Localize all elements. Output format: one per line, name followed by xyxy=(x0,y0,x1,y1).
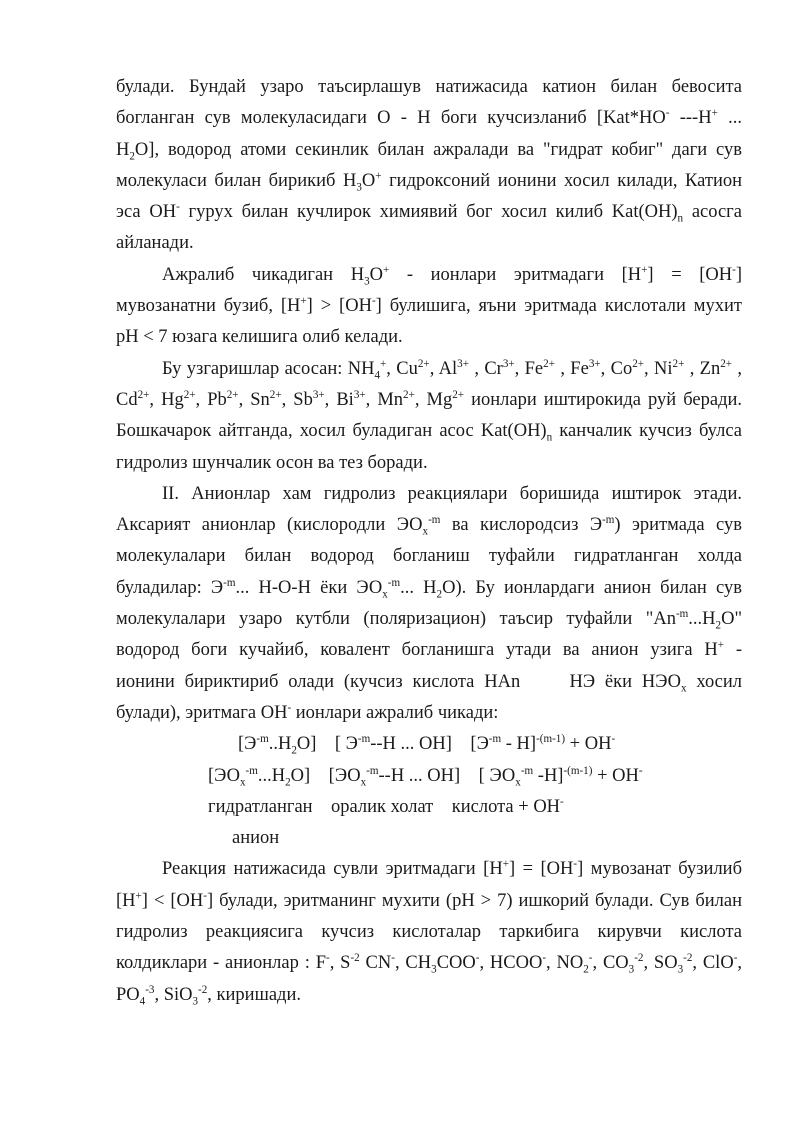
text-line: водород боги кучайиб, ковалент богланишга утади ва анион узига Н+ - xyxy=(116,639,742,661)
text-line: $H_2O$], водород атоми секинлик билан ажралади ва "гидрат кобиг" даги сув xyxy=(116,139,742,163)
text-line: [H+] < [OH-] булади, эритманинг мухити (рН > 7) ишкорий булади. Сув билан xyxy=(116,889,742,911)
text-line: булади. Бундай узаро таъсирлашув натижасида катион билан бевосита xyxy=(116,77,742,97)
text-line: буладилар: $Э^{-m}$... H-O-H ёки $ЭО_x^{-m}$... $H_2O$). Бу ионлардаги анион билан сув xyxy=(116,576,742,601)
text-line: молекуласи билан бирикиб $Н_3O^+$ гидроксоний ионини хосил килади, Катион xyxy=(116,169,742,194)
equation-caption: гидратланган оралик холат кислота + OH- xyxy=(208,795,564,817)
text-line: колдиклари - анионлар : F-, $S^{-2}$ CN-, $CH_3COO^-$, HCOO-, $NO_2^-$, $CO_3^{-2}$, $SO_3^{-2}$, ClO-, xyxy=(116,952,743,976)
text-line: айланади. xyxy=(116,233,194,254)
equation-line: $[ЭО_x^{-m}...H_2O]$ [$ЭО_x^{-m}--H$ ... OH] [ $ЭО_x^{-m}$ -H]$^{-(m-1)}$ + OH- xyxy=(208,764,643,789)
equation-line: $[Э^{-m}..H_2O]$ [ $Э^{-m}--H$ ... OH] $[Э^{-m} - H]^{-(m-1)} + OH^-$ xyxy=(238,733,616,757)
text-line: гидролиз реакциясига кучсиз кислоталар таркибига кирувчи кислота xyxy=(116,922,742,943)
text-line: $Cd^{2+}$, $Hg^{2+}$, $Pb^{2+}$, $Sn^{2+}$, $Sb^{3+}$, $Bi^{3+}$, $Mn^{2+}$, $Mg^{2+}$ ионлари иштирокида руй беради. xyxy=(116,388,743,410)
text-line: Аксарият анионлар (кислородли $ЭО_x^{-m}$ ва кислородсиз $Э^{-m}$) эритмада сув xyxy=(116,514,742,538)
text-line: pH < 7 юзага келишига олиб келади. xyxy=(116,327,403,348)
text-line: мувозанатни бузиб, [H+] > [OH-] булишига, яъни эритмада кислотали мухит xyxy=(116,294,743,317)
equation-caption: анион xyxy=(232,828,280,849)
text-line: ионини бириктириб олади (кучсиз кислота HAn НЭ ёки $НЭО_x$ хосил xyxy=(116,671,742,695)
text-line: булади), эритмага ОН- ионлари ажралиб чикади: xyxy=(116,701,499,723)
text-line: Бошкачарок айтганда, хосил буладиган асос $Kat(OH)_n$ канчалик кучсиз булса xyxy=(116,421,742,444)
body-text xyxy=(116,72,742,1011)
text-line: эса ОН- гурух билан кучлирок химиявий бог хосил килиб $Kat(OH)_n$ асосга xyxy=(116,201,742,225)
text-line: гидролиз шунчалик осон ва тез боради. xyxy=(116,452,428,473)
text-line: богланган сув молекуласидаги О - Н боги кучсизланиб [Kat*HO- ---H+ ... xyxy=(116,107,742,129)
text-line: II. Анионлар хам гидролиз реакциялари боришида иштирок этади. xyxy=(162,483,742,504)
text-line: Ажралиб чикадиган $H_3O^+$ - ионлари эритмадаги [H+] = [OH-] xyxy=(162,263,742,288)
text-line: Реакция натижасида сувли эритмадаги [H+] = [OH-] мувозанат бузилиб xyxy=(162,858,742,880)
text-line: молекулалари билан водород богланиш туфайли гидратланган холда xyxy=(116,546,742,567)
text-line: молекулалари узаро кутбли (поляризацион) таъсир туфайли "$An^{-m}...H_2O$" xyxy=(116,607,742,632)
text-line: Бу узгаришлар асосан: $NH_4^+$, $Cu^{2+}$, $Al^{3+}$ , $Cr^{3+}$, $Fe^{2+}$ , $Fe^{3+}$, $Co^{2+}$, $Ni^{2+}$ , $Zn^{2+}$ , xyxy=(162,357,743,382)
text-line: $PO_4^{-3}$, SiO$_3^{-2}$, киришади. xyxy=(116,983,301,1008)
